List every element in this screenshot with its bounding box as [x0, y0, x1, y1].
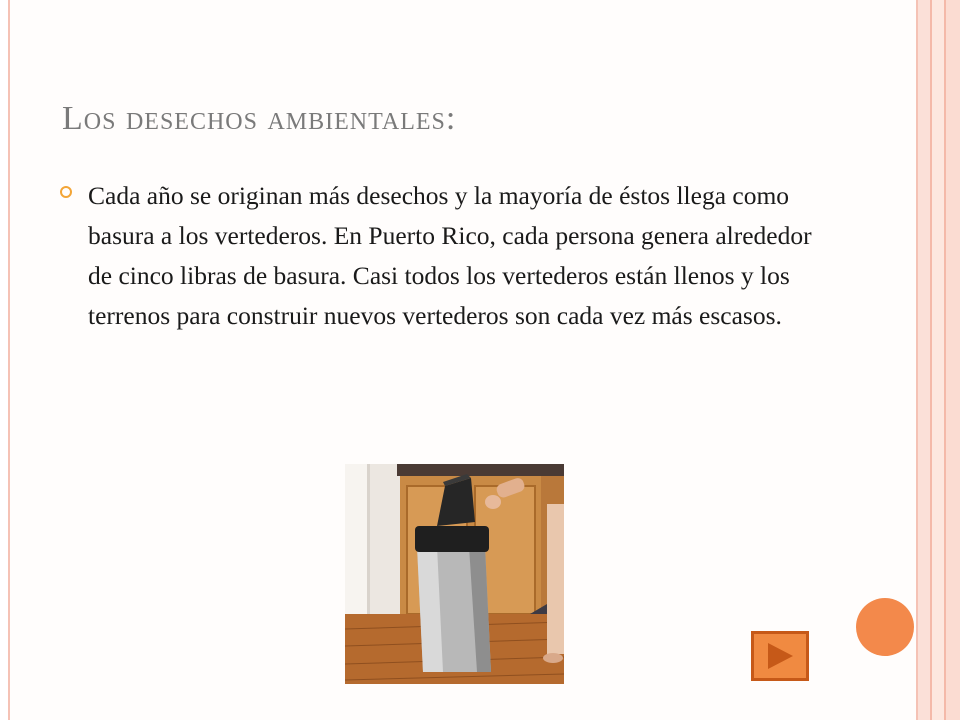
trash-can-photo — [345, 464, 564, 684]
side-stripe — [918, 0, 930, 720]
bullet-item — [60, 176, 820, 336]
play-arrow-icon — [763, 640, 797, 672]
side-stripe — [946, 0, 960, 720]
decorative-circle — [856, 598, 914, 656]
next-slide-button[interactable] — [751, 631, 809, 681]
circle-bullet-icon — [60, 186, 72, 198]
bullet-text: Cada año se originan más desechos y la mayoría de éstos llega como basura a los vertederos. En Puerto Rico, cada persona genera alrededor de cinco libras de basura. Casi todos los vertederos están llenos y los terrenos para construir nuevos vertederos son cada vez más escasos. — [88, 181, 812, 330]
trash-can-illustration — [345, 464, 564, 684]
slide-title: Los desechos ambientales: — [62, 100, 457, 137]
side-stripe — [932, 0, 944, 720]
bullet-list — [60, 176, 820, 336]
